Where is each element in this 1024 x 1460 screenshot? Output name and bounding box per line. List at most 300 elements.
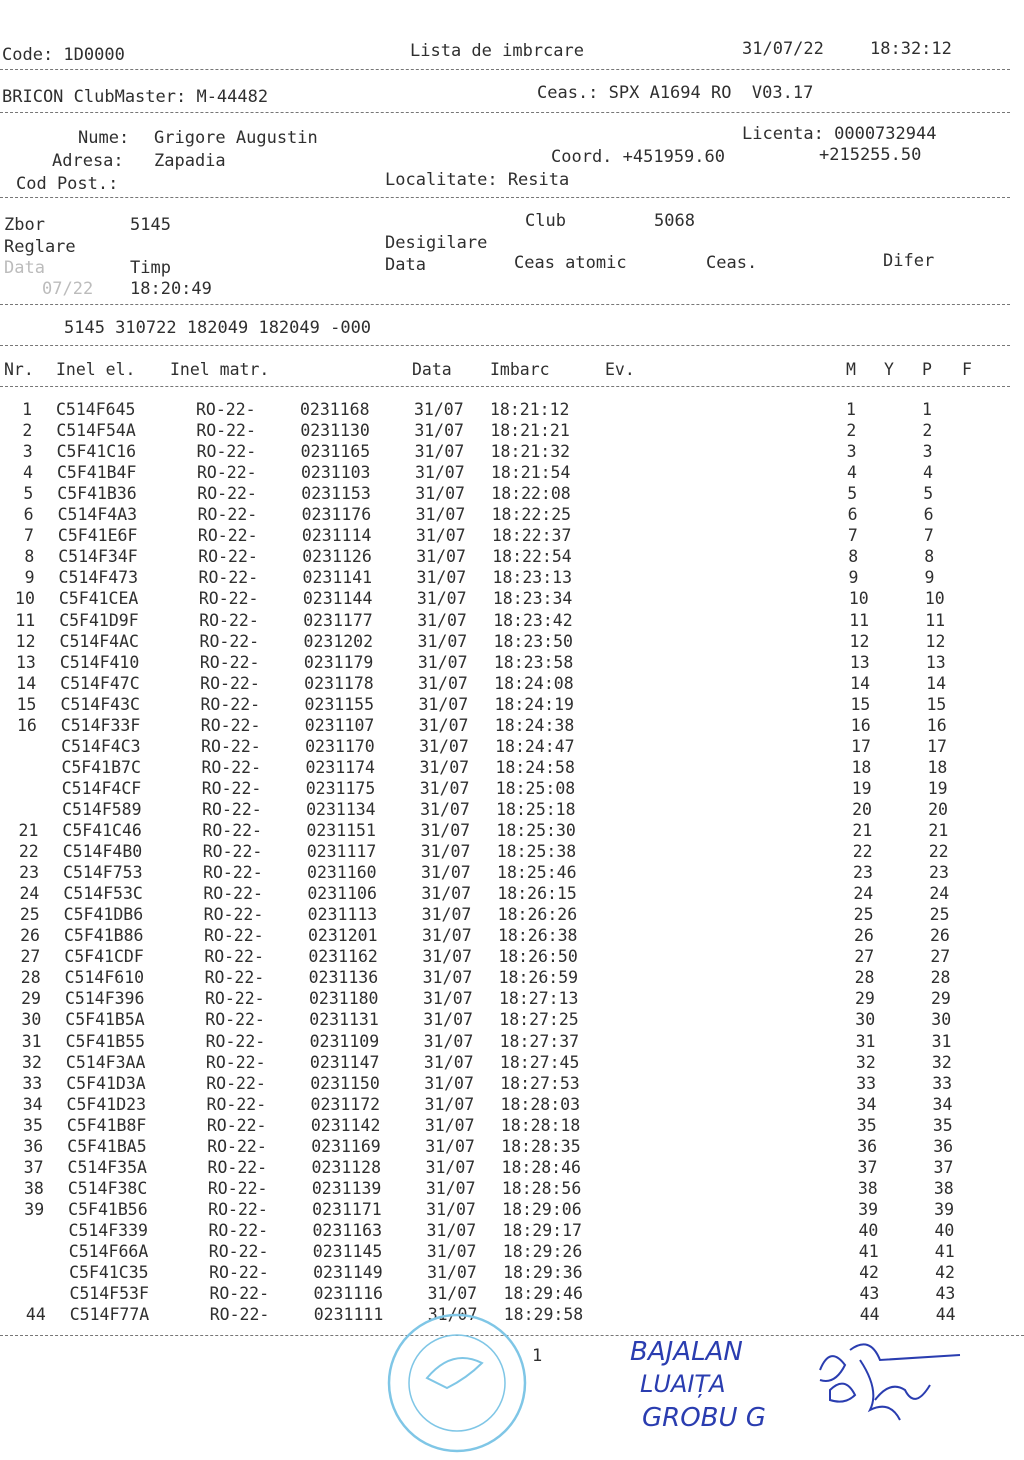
- cell-time: 18:24:38: [494, 715, 575, 735]
- cell-time: 18:21:54: [490, 463, 571, 483]
- cell-inel-matr: 0231179: [303, 652, 374, 672]
- cell-date: 31/07: [420, 821, 471, 840]
- cell-m: 33: [856, 1073, 877, 1093]
- cell-m: 26: [854, 926, 874, 946]
- cell-p: 16: [926, 715, 947, 735]
- signature-name-2: LUAIȚA: [640, 1370, 726, 1398]
- desigilare-label: Desigilare: [385, 233, 488, 253]
- cell-p: 1: [922, 400, 932, 419]
- cell-time: 18:24:58: [495, 757, 575, 777]
- cell-inel-el: C5F41B36: [57, 484, 137, 504]
- cell-ring-prefix: RO-22-: [208, 1242, 269, 1261]
- cell-m: 35: [856, 1115, 877, 1135]
- cell-date: 31/07: [416, 568, 467, 588]
- table-row: [0, 821, 1000, 842]
- cell-m: 39: [858, 1199, 879, 1219]
- cell-time: 18:26:59: [498, 968, 579, 988]
- cell-inel-el: C5F41D9F: [59, 610, 139, 630]
- cell-ring-prefix: RO-22-: [203, 863, 263, 883]
- cell-p: 20: [928, 799, 948, 819]
- cell-inel-el: C514F589: [62, 799, 142, 819]
- cell-time: 18:27:37: [499, 1031, 580, 1051]
- cell-time: 18:28:03: [500, 1094, 581, 1114]
- cell-inel-el: C514F753: [63, 863, 143, 883]
- cell-m: 43: [859, 1284, 880, 1304]
- col-p: P: [922, 360, 932, 379]
- cell-inel-el: C514F35A: [67, 1157, 147, 1177]
- address-label: Adresa:: [52, 151, 124, 171]
- col-ev: Ev.: [605, 360, 635, 379]
- cell-date: 31/07: [425, 1136, 475, 1156]
- cell-inel-el: C514F4C3: [61, 736, 141, 756]
- cell-p: 29: [930, 989, 951, 1009]
- cell-m: 6: [847, 505, 858, 525]
- cell-time: 18:28:35: [501, 1136, 581, 1156]
- table-row: [0, 568, 1000, 589]
- locality: Localitate: Resita: [385, 170, 570, 190]
- cell-m: 29: [854, 989, 875, 1009]
- club-value: 5068: [654, 211, 695, 231]
- cell-inel-matr: 0231130: [300, 421, 370, 441]
- cell-m: 9: [848, 568, 859, 588]
- zbor-value: 5145: [130, 215, 171, 235]
- cell-time: 18:23:50: [493, 631, 573, 651]
- cell-m: 31: [855, 1031, 876, 1051]
- cell-inel-el: C514F4B0: [62, 842, 143, 862]
- cell-date: 31/07: [415, 526, 466, 546]
- cell-m: 2: [846, 421, 857, 441]
- cell-date: 31/07: [417, 652, 468, 672]
- cell-nr: 12: [15, 631, 36, 651]
- cell-p: 6: [923, 505, 934, 525]
- cell-m: 22: [852, 842, 873, 862]
- table-row: [0, 1095, 1000, 1116]
- cell-date: 31/07: [416, 589, 467, 609]
- cell-time: 18:25:38: [496, 842, 577, 862]
- data-label-2: Data: [385, 255, 426, 275]
- cell-inel-matr: 0231113: [307, 905, 378, 925]
- cell-inel-el: C5F41B56: [68, 1199, 148, 1219]
- table-row: [0, 779, 1000, 800]
- cell-p: 28: [930, 968, 951, 988]
- cell-date: 31/07: [423, 1052, 474, 1072]
- table-row: [0, 947, 1000, 968]
- cell-p: 32: [931, 1052, 952, 1072]
- cell-date: 31/07: [420, 842, 471, 862]
- cell-p: 12: [925, 631, 946, 651]
- cell-p: 15: [926, 694, 947, 714]
- cell-p: 37: [933, 1157, 954, 1177]
- cell-inel-el: C514F53F: [69, 1284, 149, 1304]
- cell-nr: 24: [19, 884, 40, 904]
- cell-ring-prefix: RO-22-: [199, 610, 259, 630]
- cell-m: 13: [849, 652, 870, 672]
- table-row: [0, 421, 1000, 442]
- cell-time: 18:29:36: [503, 1263, 583, 1283]
- cell-inel-matr: 0231142: [310, 1115, 381, 1135]
- divider: [0, 345, 1010, 346]
- cell-inel-matr: 0231177: [303, 610, 373, 630]
- cell-inel-el: C5F41B55: [65, 1031, 146, 1051]
- cell-p: 9: [924, 568, 935, 588]
- table-row: [0, 484, 1000, 505]
- table-row: [0, 884, 1000, 905]
- reglare-label: Reglare: [4, 237, 76, 257]
- cell-nr: 39: [24, 1199, 45, 1219]
- cell-ring-prefix: RO-22-: [201, 778, 262, 798]
- cell-inel-matr: 0231174: [305, 757, 375, 777]
- table-row: [0, 547, 1000, 568]
- cell-inel-matr: 0231114: [301, 526, 372, 546]
- cell-nr: 33: [22, 1073, 43, 1093]
- cell-date: 31/07: [418, 673, 468, 693]
- table-header: [0, 360, 1000, 381]
- print-date: 31/07/22: [742, 39, 824, 59]
- cell-inel-el: C5F41D23: [66, 1094, 147, 1114]
- print-time: 18:32:12: [870, 39, 952, 59]
- cell-inel-matr: 0231165: [300, 442, 371, 462]
- cell-date: 31/07: [417, 610, 467, 630]
- cell-ring-prefix: RO-22-: [209, 1263, 269, 1283]
- cell-nr: 36: [23, 1136, 44, 1156]
- cell-inel-matr: 0231153: [301, 484, 371, 504]
- cell-inel-el: C514F410: [59, 652, 140, 672]
- cell-m: 20: [852, 799, 872, 819]
- cell-date: 31/07: [414, 421, 464, 441]
- table-row: [0, 463, 1000, 484]
- cell-ring-prefix: RO-22-: [209, 1305, 270, 1325]
- reglare-date: 07/22: [42, 279, 94, 299]
- cell-ring-prefix: RO-22-: [197, 484, 257, 504]
- cell-date: 31/07: [418, 694, 469, 714]
- table-row: [0, 1179, 1000, 1200]
- cell-m: 25: [853, 905, 874, 925]
- cell-m: 15: [850, 694, 871, 714]
- cell-inel-el: C5F41C16: [56, 442, 137, 462]
- cell-inel-el: C5F41B8F: [66, 1115, 147, 1135]
- cell-m: 16: [850, 715, 871, 735]
- cell-p: 3: [922, 442, 933, 462]
- table-row: [0, 695, 1000, 716]
- cell-ring-prefix: RO-22-: [202, 799, 262, 819]
- table-row: [0, 926, 1000, 947]
- timp-label: Timp: [130, 258, 171, 278]
- cell-ring-prefix: RO-22-: [200, 694, 261, 714]
- cell-ring-prefix: RO-22-: [207, 1136, 267, 1156]
- table-row: [0, 1158, 1000, 1179]
- cell-m: 30: [855, 1010, 876, 1030]
- cell-p: 4: [922, 463, 933, 483]
- cell-inel-matr: 0231111: [313, 1305, 384, 1325]
- cell-inel-matr: 0231151: [306, 821, 376, 840]
- name-label: Nume:: [78, 128, 130, 148]
- cell-ring-prefix: RO-22-: [196, 421, 256, 441]
- table-row: [0, 1010, 1000, 1031]
- cell-date: 31/07: [422, 926, 472, 946]
- cell-p: 30: [931, 1010, 952, 1030]
- cell-ring-prefix: RO-22-: [207, 1157, 268, 1177]
- signature-name-3: GROBU G: [642, 1403, 766, 1433]
- clubmaster-id: BRICON ClubMaster: M-44482: [2, 87, 269, 107]
- cell-time: 18:21:12: [490, 400, 570, 419]
- cell-inel-matr: 0231139: [311, 1178, 382, 1198]
- summary-line: 5145 310722 182049 182049 -000: [64, 318, 372, 338]
- cell-m: 36: [857, 1136, 878, 1156]
- cell-m: 44: [859, 1305, 880, 1325]
- col-f: F: [962, 360, 972, 379]
- cell-inel-matr: 0231109: [309, 1031, 380, 1051]
- list-title: Lista de imbrcare: [410, 41, 584, 61]
- cell-m: 3: [846, 442, 857, 462]
- cell-p: 42: [935, 1263, 955, 1283]
- table-row: [0, 968, 1000, 989]
- cell-inel-matr: 0231103: [300, 463, 371, 483]
- cell-date: 31/07: [427, 1263, 477, 1283]
- cell-p: 36: [933, 1136, 954, 1156]
- cell-time: 18:23:34: [492, 589, 573, 609]
- cell-time: 18:23:13: [492, 568, 573, 588]
- table-row: [0, 1284, 1000, 1305]
- cell-m: 10: [848, 589, 869, 609]
- cell-date: 31/07: [415, 484, 465, 504]
- cell-p: 18: [927, 757, 948, 777]
- cell-m: 17: [851, 736, 871, 756]
- cell-nr: 38: [23, 1178, 44, 1198]
- cell-inel-matr: 0231169: [311, 1136, 381, 1156]
- cell-ring-prefix: RO-22-: [199, 652, 260, 672]
- table-row: [0, 1074, 1000, 1095]
- cell-inel-el: C514F38C: [67, 1178, 148, 1198]
- cell-nr: 1: [22, 400, 32, 419]
- cell-ring-prefix: RO-22-: [196, 400, 256, 419]
- cell-inel-matr: 0231117: [306, 842, 377, 862]
- cell-p: 22: [928, 842, 949, 862]
- cell-p: 2: [922, 421, 933, 441]
- cell-ring-prefix: RO-22-: [208, 1220, 269, 1240]
- cell-nr: 37: [23, 1157, 44, 1177]
- cell-inel-matr: 0231107: [304, 715, 375, 735]
- table-row: [0, 842, 1000, 863]
- cell-inel-el: C514F66A: [68, 1242, 149, 1261]
- cell-time: 18:26:38: [498, 926, 578, 946]
- cell-inel-el: C5F41C46: [62, 821, 142, 840]
- cell-p: 25: [929, 905, 950, 925]
- cell-ring-prefix: RO-22-: [202, 821, 262, 840]
- cell-p: 26: [930, 926, 950, 946]
- cell-inel-matr: 0231178: [304, 673, 374, 693]
- cell-ring-prefix: RO-22-: [198, 547, 258, 567]
- cell-p: 23: [929, 863, 949, 883]
- cell-ring-prefix: RO-22-: [205, 1052, 266, 1072]
- cell-ring-prefix: RO-22-: [204, 968, 265, 988]
- cell-p: 33: [932, 1073, 953, 1093]
- table-row: [0, 1242, 1000, 1263]
- cell-inel-matr: 0231172: [310, 1094, 381, 1114]
- cell-date: 31/07: [421, 884, 472, 904]
- cell-date: 31/07: [414, 463, 465, 483]
- cell-ring-prefix: RO-22-: [206, 1094, 267, 1114]
- col-inel-matr: Inel matr.: [170, 360, 270, 379]
- cell-date: 31/07: [425, 1178, 476, 1198]
- cell-ring-prefix: RO-22-: [206, 1115, 267, 1135]
- cell-date: 31/07: [425, 1157, 476, 1177]
- cell-time: 18:25:30: [496, 821, 576, 840]
- signature-name-1: BAJALAN: [630, 1337, 743, 1367]
- cell-ring-prefix: RO-22-: [196, 442, 257, 462]
- cell-nr: 34: [22, 1094, 43, 1114]
- col-nr: Nr.: [4, 360, 34, 379]
- cell-p: 10: [924, 589, 945, 609]
- table-row: [0, 1053, 1000, 1074]
- cell-inel-matr: 0231171: [312, 1199, 382, 1219]
- cell-date: 31/07: [427, 1305, 478, 1325]
- cell-inel-matr: 0231201: [308, 926, 378, 946]
- cell-nr: 10: [15, 589, 35, 609]
- table-row: [0, 611, 1000, 632]
- cell-ring-prefix: RO-22-: [204, 926, 264, 946]
- cell-inel-el: C514F4AC: [59, 631, 139, 651]
- col-y: Y: [884, 360, 894, 379]
- cell-date: 31/07: [422, 968, 473, 988]
- ceas-atomic-label: Ceas atomic: [514, 253, 627, 273]
- table-row: [0, 1263, 1000, 1284]
- cell-time: 18:29:17: [502, 1220, 582, 1240]
- cell-nr: 14: [16, 673, 37, 693]
- cell-nr: 22: [18, 842, 39, 862]
- cell-nr: 6: [23, 505, 34, 525]
- club-label: Club: [525, 211, 566, 231]
- cell-nr: 30: [21, 1010, 42, 1030]
- cell-date: 31/07: [419, 757, 470, 777]
- cell-ring-prefix: RO-22-: [202, 842, 263, 862]
- cell-p: 38: [933, 1178, 954, 1198]
- reglare-time: 18:20:49: [130, 279, 212, 299]
- difer-label: Difer: [883, 251, 935, 271]
- cell-time: 18:22:25: [491, 505, 572, 525]
- cell-m: 27: [854, 947, 875, 967]
- data-label: Data: [4, 258, 45, 278]
- cell-time: 18:25:46: [497, 863, 577, 883]
- cell-inel-el: C514F54A: [56, 421, 136, 441]
- cell-nr: 25: [19, 905, 40, 925]
- cell-inel-el: C514F33F: [60, 715, 141, 735]
- cell-date: 31/07: [426, 1242, 477, 1261]
- cell-m: 40: [858, 1220, 879, 1240]
- cell-ring-prefix: RO-22-: [204, 989, 265, 1009]
- clock-info: Ceas.: SPX A1694 RO V03.17: [537, 83, 814, 103]
- cell-date: 31/07: [422, 989, 473, 1009]
- table-row: [0, 1137, 1000, 1158]
- cell-p: 27: [930, 947, 951, 967]
- cell-date: 31/07: [423, 1031, 474, 1051]
- coordinates: Coord. +451959.60: [551, 147, 725, 167]
- cell-inel-matr: 0231150: [310, 1073, 380, 1093]
- cell-inel-matr: 0231136: [308, 968, 379, 988]
- cell-time: 18:22:54: [492, 547, 572, 567]
- cell-nr: 27: [20, 947, 41, 967]
- cell-inel-matr: 0231134: [306, 799, 376, 819]
- cell-nr: 7: [23, 526, 34, 546]
- cell-time: 18:28:46: [501, 1157, 581, 1177]
- cell-inel-el: C5F41B4F: [56, 463, 137, 483]
- cell-m: 8: [848, 547, 859, 567]
- cell-ring-prefix: RO-22-: [208, 1199, 268, 1219]
- cell-time: 18:22:08: [491, 484, 571, 504]
- cell-time: 18:29:58: [503, 1305, 584, 1325]
- cell-time: 18:24:08: [494, 673, 574, 693]
- cell-date: 31/07: [416, 547, 466, 567]
- cell-p: 24: [929, 884, 950, 904]
- code-label: Code: 1D0000: [2, 45, 125, 65]
- cell-p: 5: [923, 484, 934, 504]
- cell-date: 31/07: [427, 1284, 478, 1304]
- table-row: [0, 863, 1000, 884]
- cell-date: 31/07: [417, 631, 468, 651]
- cell-p: 39: [934, 1199, 955, 1219]
- col-m: M: [846, 360, 856, 379]
- cell-date: 31/07: [414, 442, 465, 462]
- cell-inel-el: C5F41B7C: [61, 757, 141, 777]
- cell-inel-matr: 0231128: [311, 1157, 382, 1177]
- cell-m: 37: [857, 1157, 878, 1177]
- cell-m: 7: [847, 526, 858, 546]
- cell-inel-matr: 0231162: [308, 947, 378, 967]
- cell-inel-matr: 0231116: [313, 1284, 383, 1304]
- cell-time: 18:29:06: [502, 1199, 582, 1219]
- cell-nr: 11: [15, 610, 36, 630]
- cell-inel-matr: 0231175: [305, 778, 376, 798]
- divider: [0, 197, 1010, 198]
- cell-inel-el: C514F43C: [60, 694, 140, 714]
- cell-inel-matr: 0231145: [312, 1242, 383, 1261]
- table-row: [0, 1200, 1000, 1221]
- cell-date: 31/07: [421, 863, 471, 883]
- cell-ring-prefix: RO-22-: [201, 757, 262, 777]
- cell-p: 13: [925, 652, 946, 672]
- table-row: [0, 758, 1000, 779]
- table-row: [0, 674, 1000, 695]
- table-row: [0, 632, 1000, 653]
- cell-inel-matr: 0231155: [304, 694, 375, 714]
- club-stamp: [372, 1308, 547, 1458]
- cell-ring-prefix: RO-22-: [203, 884, 263, 904]
- cell-inel-el: C514F3AA: [65, 1052, 146, 1072]
- cell-inel-el: C514F34F: [58, 547, 138, 567]
- cell-inel-el: C5F41B5A: [65, 1010, 145, 1030]
- cell-inel-el: C514F610: [64, 968, 145, 988]
- cell-time: 18:29:46: [503, 1284, 583, 1304]
- cell-inel-matr: 0231176: [301, 505, 372, 525]
- cell-inel-el: C5F41BA5: [67, 1136, 147, 1156]
- cell-time: 18:27:13: [498, 989, 579, 1009]
- cell-time: 18:21:21: [490, 421, 570, 441]
- cell-m: 28: [854, 968, 875, 988]
- cell-p: 40: [934, 1220, 955, 1240]
- cell-m: 24: [853, 884, 874, 904]
- cell-inel-el: C5F41CDF: [64, 947, 144, 967]
- cell-inel-matr: 0231141: [302, 568, 373, 588]
- cell-ring-prefix: RO-22-: [200, 715, 261, 735]
- cell-inel-el: C5F41C35: [69, 1263, 149, 1283]
- cell-ring-prefix: RO-22-: [203, 905, 264, 925]
- cell-nr: 32: [22, 1052, 42, 1072]
- cell-date: 31/07: [415, 505, 466, 525]
- cell-ring-prefix: RO-22-: [204, 947, 264, 967]
- cell-inel-el: C514F4A3: [57, 505, 138, 525]
- cell-inel-el: C514F47C: [60, 673, 140, 693]
- table-row: [0, 800, 1000, 821]
- divider: [0, 386, 1010, 387]
